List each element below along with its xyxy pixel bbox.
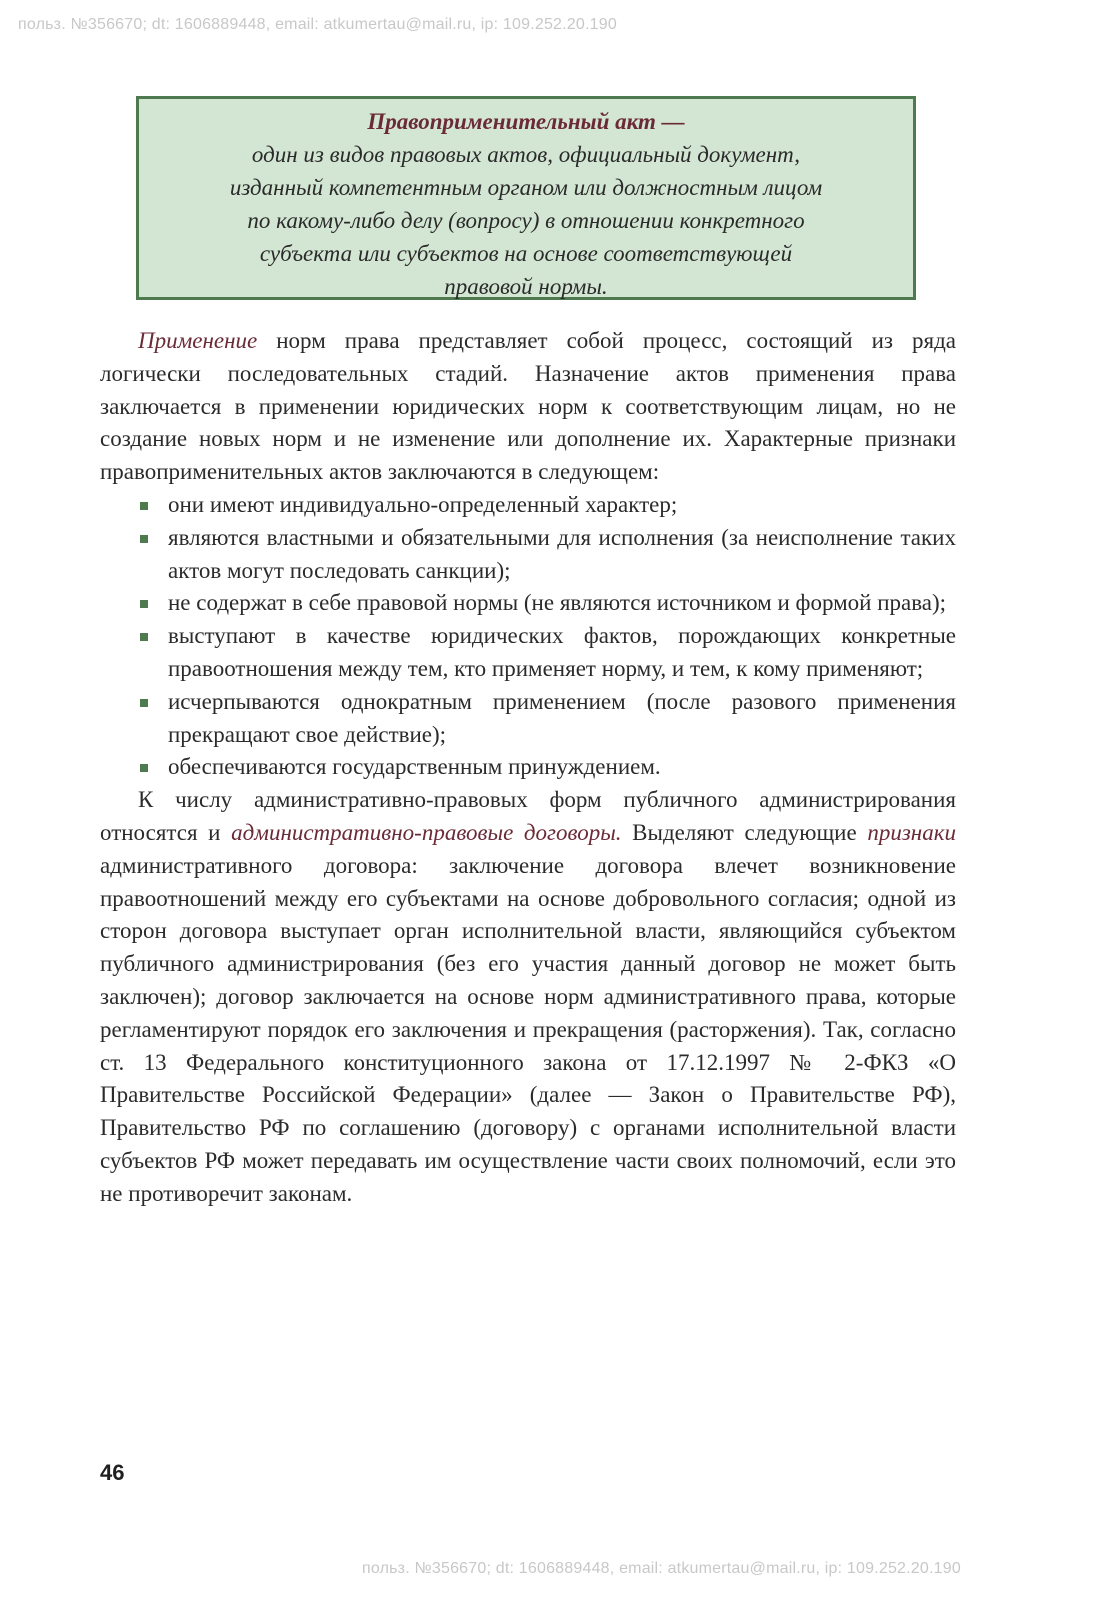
list-item-text: выступают в качестве юридических фактов, порождающих конкретные правоотношения между тем, кто применяет норму, и тем, к кому применяют;: [168, 623, 956, 681]
paragraph-application-text: норм права представляет собой процесс, состоящий из ряда логически последовательных стадий. Назначение актов применения права заключается в применении юридических норм к соответствующим лицам, но не создание новых норм и не изменение или дополнение их. Характерные признаки правоприменительных актов заключаются в следующем:: [100, 328, 956, 485]
definition-box: [136, 96, 916, 300]
paragraph-contracts-text-1: К числу административно-правовых форм публичного администрирования относятся и: [100, 787, 956, 845]
page-number: 46: [100, 1460, 125, 1485]
bullet-icon: [140, 502, 148, 510]
bullet-icon: [140, 600, 148, 608]
watermark-bottom: польз. №356670; dt: 1606889448, email: atkumertau@mail.ru, ip: 109.252.20.190: [362, 1560, 961, 1577]
list-item: [168, 620, 956, 686]
features-list: [100, 489, 956, 784]
list-item: [168, 522, 956, 588]
main-text: [100, 325, 956, 1211]
term-application: Применение: [138, 328, 258, 353]
bullet-icon: [140, 633, 148, 641]
definition-term: Правоприменительный акт —: [367, 109, 685, 134]
definition-line-3: по какому-либо делу (вопросу) в отношении конкретного: [247, 208, 805, 233]
watermark-top: польз. №356670; dt: 1606889448, email: atkumertau@mail.ru, ip: 109.252.20.190: [18, 16, 617, 33]
bullet-icon: [140, 535, 148, 543]
list-item: [168, 489, 956, 522]
term-admin-contracts: административно-правовые договоры.: [231, 819, 622, 845]
list-item-text: не содержат в себе правовой нормы (не являются источником и формой права);: [168, 590, 947, 616]
list-item-text: обеспечиваются государственным принуждением.: [168, 754, 661, 780]
definition-line-4: субъекта или субъектов на основе соответствующей: [259, 241, 793, 266]
list-item: [168, 686, 956, 752]
paragraph-contracts-text-3: административного договора: заключение договора влечет возникновение правоотношений между его субъектами на основе добровольного согласия; одной из сторон договора выступает орган исполнительной власти, являющийся субъектом публичного администрирования (без его участия данный договор не может быть заключен); договор заключается на основе норм административного права, которые регламентируют порядок его заключения и прекращения (расторжения). Так, согласно ст. 13 Федерального конституционного закона от 17.12.1997 № 2-ФКЗ «О Правительстве Российской Федерации» (далее — Закон о Правительстве РФ), Правительство РФ по соглашению (договору) с органами исполнительной власти субъектов РФ может передавать им осуществление части своих полномочий, если это не противоречит законам.: [100, 852, 956, 1206]
term-features: признаки: [867, 819, 956, 845]
definition-line-2: изданный компетентным органом или должностным лицом: [229, 175, 823, 200]
paragraph-application: [100, 325, 956, 489]
paragraph-contracts-text-2: Выделяют следующие: [621, 819, 868, 845]
list-item-text: исчерпываются однократным применением (после разового применения прекращают свое действие);: [168, 688, 956, 747]
list-item-text: являются властными и обязательными для исполнения (за неисполнение таких актов могут последовать санкции);: [168, 524, 956, 583]
list-item-text: они имеют индивидуально-определенный характер;: [168, 491, 678, 517]
definition-line-1: один из видов правовых актов, официальный документ,: [251, 142, 801, 167]
list-item: [168, 587, 956, 620]
definition-line-5: правовой нормы.: [444, 274, 608, 299]
list-item: [168, 751, 956, 784]
bullet-icon: [140, 699, 148, 707]
paragraph-contracts: [100, 784, 956, 1210]
bullet-icon: [140, 764, 148, 772]
